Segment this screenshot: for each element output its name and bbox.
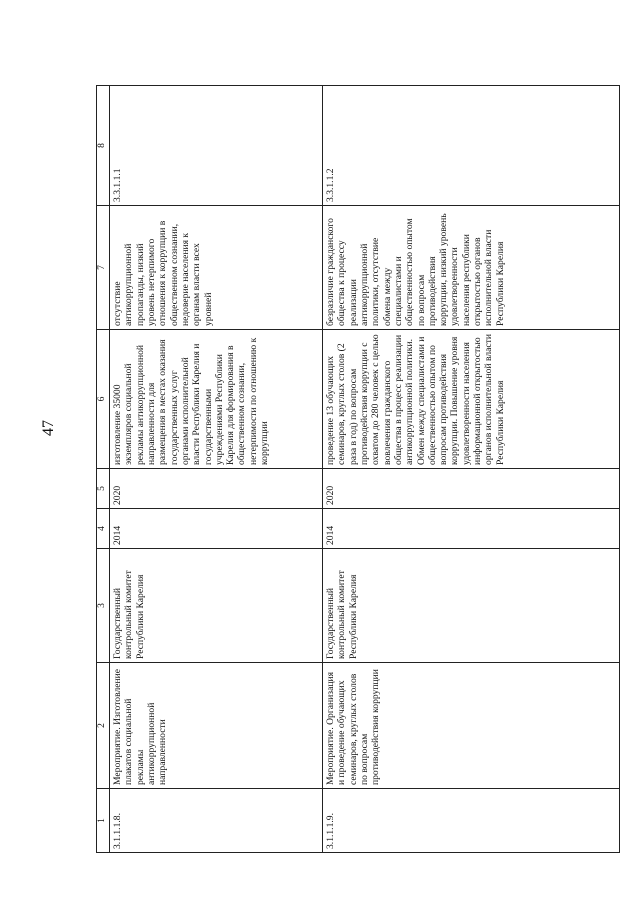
header-cell: 2	[97, 663, 110, 789]
executor: Государственный контрольный комитет Республики Карелия	[323, 549, 620, 663]
rotated-table-container	[96, 86, 620, 853]
header-cell: 8	[97, 86, 110, 206]
indicator-link: 3.3.1.1.1	[110, 86, 323, 206]
header-cell: 4	[97, 509, 110, 549]
indicator-link: 3.3.1.1.2	[323, 86, 620, 206]
measures-table	[96, 85, 620, 853]
event-name: Мероприятие. Организация и проведение обучающих семинаров, круглых столов по вопросам противодействия коррупции	[323, 663, 620, 789]
header-cell: 3	[97, 549, 110, 663]
header-row	[97, 86, 110, 853]
expected-result: проведение 13 обучающих семинаров, круглых столов (2 раза в год) по вопросам противодействия коррупции с охватом до 280 человек с целью вовлечения гражданского общества в процесс реализации антикоррупционной политики. Обмен между специалистами и общественностью опытом по вопросам противодействия коррупции. Повышение уровня удовлетворенности населения информационной открытостью органов исполнительной власти Республики Карелия	[323, 330, 620, 469]
header-cell: 1	[97, 789, 110, 853]
row-id: 3.1.1.1.8.	[110, 789, 323, 853]
consequence: отсутствие антикоррупционной пропаганды, низкий уровень нетерпимого отношения к коррупции в общественном сознании, недоверие населения к органам власти всех уровней	[110, 206, 323, 330]
table-row	[323, 86, 620, 853]
consequence: безразличие гражданского общества к процессу реализации антикоррупционной политики, отсутствие обмена между специалистами и общественностью опытом по вопросам противодействия коррупции, низкий уровень удовлетворенности населения республики открытостью органов исполнительной власти Республики Карелия	[323, 206, 620, 330]
header-cell: 7	[97, 206, 110, 330]
end-year: 2020	[110, 469, 323, 509]
start-year: 2014	[323, 509, 620, 549]
page-number: 47	[40, 420, 57, 436]
table-row	[110, 86, 323, 853]
expected-result: изготовление 35000 экземпляров социальной рекламы антикоррупционной направленности для размещения в местах оказания государственных услуг органами исполнительной власти Республики Карелия и государственными учреждениями Республики Карелия для формирования в общественном сознании, нетерпимости по отношению к коррупции	[110, 330, 323, 469]
end-year: 2020	[323, 469, 620, 509]
row-id: 3.1.1.1.9.	[323, 789, 620, 853]
header-cell: 6	[97, 330, 110, 469]
header-cell: 5	[97, 469, 110, 509]
event-name: Мероприятие. Изготовление плакатов социальной рекламы антикоррупционной направленности	[110, 663, 323, 789]
executor: Государственный контрольный комитет Республики Карелия	[110, 549, 323, 663]
start-year: 2014	[110, 509, 323, 549]
